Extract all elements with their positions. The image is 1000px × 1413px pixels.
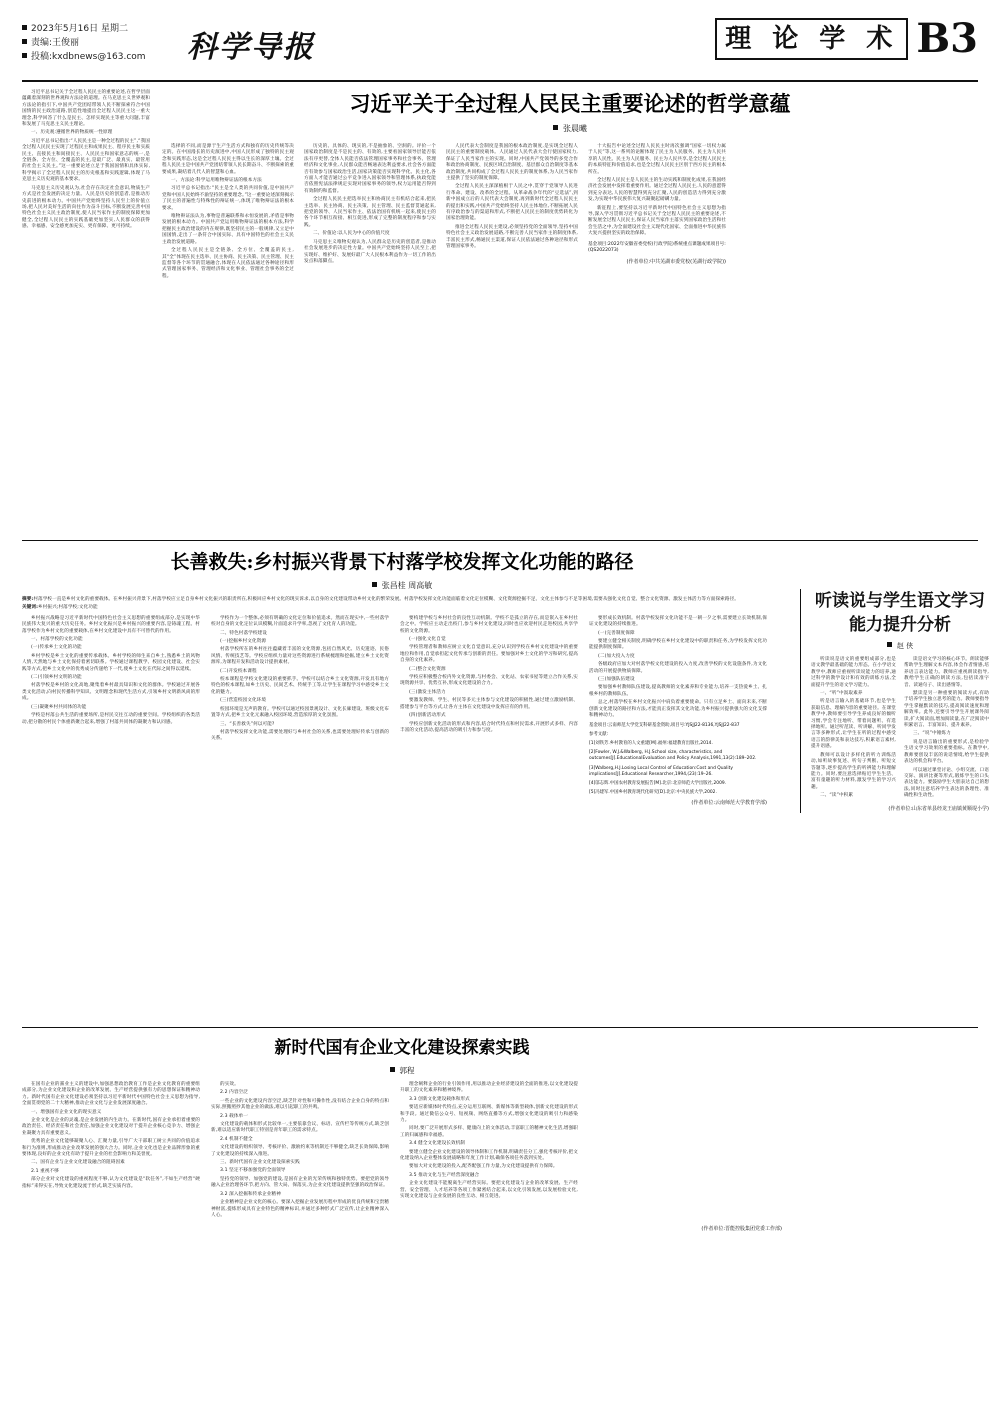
article3-byline [22, 1065, 782, 1076]
masthead-section [715, 15, 978, 62]
article1-fund-note: 基金项目:2022年安徽省委党校(行政学院)系统重点课题成果项目号:(QS2022073) [588, 241, 726, 254]
newspaper-logo [187, 22, 315, 66]
article1-title: 习近平关于全过程人民民主重要论述的哲学意蕴 [349, 91, 791, 116]
side-article-author: 赵 侠 [896, 642, 914, 650]
side-article-byline [811, 641, 989, 651]
article3-col-3: 理念阐释企业的行业引领作用,用以推动企业经济建设的全面的推进,以文化建设提升职工的文化素养和精神境界。 3.3 创新文化建设载体和形式 要适应新媒体时代特点,充分运用互联网、新媒体等新型载体,创新文化建设的形式和手段。通过微信公众号、短视频、网络直播等方式,增强文化建设的吸引力和感染力。 同时,要广泛开展形式多样、健康向上的文体活动,丰富职工的精神文化生活,增强职工的归属感和幸福感。 3.4 健全文化建设长效机制 要建立健全企业文化建设的领导体制和工作机制,明确责任分工,强化考核评价,把文化建设纳入企业整体发展战略和年度工作计划,确保各项任务落到实处。 要加大对文化建设的投入,配齐配强工作力量,为文化建设提供有力保障。 3.5 推动文化与生产经营深度融合 企业文化建设不能脱离生产经营实际。要把文化建设与企业的改革发展、生产经营、安全管理、人才培养等各项工作紧密结合起来,以文化引领发展,以发展检验文化,实现文化建设与企业发展的良性互动、相互促进。 [400, 1082, 578, 1200]
article2-col-3: 要构建学校与乡村社会的良性互动机制。学校不是孤立的存在,而是嵌入在乡村社会之中。学校应主动走出校门,参与乡村文化建设,同时也应欢迎村民走进校园,共享学校的文化资源。 (一)强化文化自觉 学校管理者和教师应树立文化自觉意识,充分认识到学校在乡村文化建设中的重要地位和作用,自觉承担起文化传承与创新的责任。要加强对乡土文化的学习和研究,提高自身的文化素养。 (二)整合文化资源 学校应积极整合校内外文化资源,与村委会、文化站、农家书屋等建立合作关系,实现资源共享、优势互补,形成文化建设的合力。 (三)激发主体活力 要激发教师、学生、村民等多元主体参与文化建设的积极性,通过建立激励机制、搭建参与平台等方式,让各方主体在文化建设中发挥应有的作用。 (四)创新活动形式 学校应创新文化活动的形式和内容,结合时代特点和村民需求,开展形式多样、内容丰富的文化活动,提高活动的吸引力和参与度。 [400, 615, 578, 733]
logo-text: 科学导报 [187, 30, 315, 65]
article-soe-culture [22, 1027, 978, 1232]
article1-col-3: 人民代表大会制度是我国的根本政治制度,是实现全过程人民民主的重要制度载体。人民通过人民代表大会行使国家权力,保证了人民当家作主的实现。同时,中国共产党领导的多党合作和政治协商制度、民族区域自治制度、基层群众自治制度等基本政治制度,共同构成了全过程人民民主的制度体系,为人民当家作主提供了坚实的制度保障。 全过程人民民主深深植根于人民之中,贯穿于党领导人民进行革命、建设、改革的全过程。从革命战争年代的“豆选法”,到新中国成立后的人民代表大会制度,再到新时代全过程人民民主的提出和实践,中国共产党始终坚持人民主体地位,不断拓展人民有序政治参与的渠道和形式,不断把人民民主的制度优势转化为国家治理效能。 推进全过程人民民主建设,必须坚持党的全面领导,坚持中国特色社会主义政治发展道路,不断完善人民当家作主的制度体系,丰富民主形式,畅通民主渠道,保证人民依法通过各种途径和形式管理国家事务。 [446, 144, 578, 250]
editor-line: 责编:王俊丽 [31, 38, 80, 48]
article1-signature: (作者单位:中共芜湖市委党校(芜湖行政学院)) [626, 258, 726, 265]
article1-col-1: 选择的不同,而是源于生产生活方式和独有的历史传统等决定的。在中国漫长的历史演进中,中国人民形成了独特的民主观念和实践形态,这是全过程人民民主得以生长的深厚土壤。全过程人民民主是中国共产党团结带领人民长期奋斗、不断探索的重要成果,凝结着几代人的智慧和心血。 一、方法论:科学运用唯物辩证法的根本方法 习近平总书记指出:“民主是全人类的共同价值,是中国共产党和中国人民始终不渝坚持的重要理念。”这一重要论述深刻揭示了民主的普遍性与特殊性的辩证统一,体现了唯物辩证法的根本要求。 唯物辩证法认为,事物是普遍联系和永恒发展的,矛盾是事物发展的根本动力。中国共产党运用唯物辩证法的根本方法,科学把握民主政治建设的内在规律,既坚持民主的一般规律,又立足中国国情,走出了一条符合中国实际、具有中国特色的社会主义民主政治发展道路。 全过程人民民主是全链条、全方位、全覆盖的民主,其“全”体现在民主选举、民主协商、民主决策、民主管理、民主监督等各个环节的贯通融合,体现在人民依法通过各种途径和形式管理国家事务、管理经济和文化事业、管理社会事务的全过程。 [162, 144, 294, 279]
article2-abstract-block [22, 597, 782, 612]
side-para-10: 可以通过课堂讨论、小组交流、口语交际、演讲比赛等形式,锻炼学生的口头表达能力。要鼓励学生大胆表达自己的想法,同时注意培养学生表达的条理性、准确性和生动性。 [904, 767, 989, 799]
article2-ref-3: [3]Walberg,H.J.Losing Local Control of Education:Cost and Quality implications[J].Educational Researcher,1994,(23):19–26. [589, 765, 733, 777]
side-para-5: 二、“读”中积累 [820, 793, 854, 799]
side-para-7: 默读是另一种重要的阅读方式,有助于培养学生独立思考的能力。教师要指导学生掌握默读的技巧,提高阅读速度和理解效率。此外,还要引导学生开展课外阅读,扩大阅读面,增加阅读量,在广泛阅读中积累语言、丰富知识、提升素养。 [904, 691, 989, 729]
side-article-title: 听读说与学生语文学习能力提升分析 [815, 591, 985, 635]
article-village-school [22, 540, 989, 1019]
side-para-1: 听读说是语文的重要组成部分,也是语文教学最基础的能力形态。在小学语文教学中,教师应重视听读说能力的培养,通过科学的教学设计和有效的训练方法,全面提升学生的语文学习能力。 [811, 657, 896, 688]
article1-author: 张晨曦 [563, 124, 587, 133]
article3-col-1: 在国有企业的黨业主义的建设中,加强思想政治教育工作是企业文化教育的重要组成部分,为企业文化建设和企业的改革发展、生产经营提供强有力的思想保证和精神动力。新时代国有企业文化建设必须坚持以习近平新时代中国特色社会主义思想为指导,全面贯彻党的二十大精神,推动企业文化与企业发展深度融合。 一、增强国有企业文化的现实意义 企业文化是企业的灵魂,是企业发展的内生动力。在新时代,国有企业承担着重要的政治责任、经济责任和社会责任,加强企业文化建设对于提升企业核心竞争力、增强企业凝聚力具有重要意义。 优秀的企业文化能够凝聚人心、汇聚力量,引导广大干部职工树立共同的价值追求和行为准则,形成推动企业改革发展的强大合力。同时,企业文化也是企业品牌形象的重要体现,良好的企业文化有助于提升企业的社会影响力和美誉度。 二、国有企业与企业文化建设融合的阻碍因素 2.1 重视不够 部分企业对文化建设的重视程度不够,认为文化建设是“软任务”,不如生产经营“硬指标”来得实在,导致文化建设流于形式,缺乏实质内容。 [22, 1082, 200, 1189]
article2-ref-1: [1]刘铁芳.乡村教育的人文重建[M].福州:福建教育出版社,2014. [589, 740, 713, 746]
article2-col-4-wrap [589, 616, 767, 808]
article3-author: 郭程 [399, 1066, 415, 1075]
article2-col-1: 乡村振兴战略是习近平新时代中国特色社会主义思想的重要组成部分,是实现中华民族伟大复兴的重大历史任务。乡村文化振兴是乡村振兴的重要内容,是铸魂工程。村落学校作为乡村文化的重要载体,在乡村文化建设中具有不可替代的作用。 一、村落学校的文化功能 (一)传承乡土文化的功能 乡村学校是乡土文化的重要传承载体。乡村学校的师生来自乡土,熟悉乡土的风物人情,天然地与乡土文化保持着密切联系。学校通过课程教学、校园文化建设、社会实践等方式,把乡土文化中的优秀成分传递给下一代,使乡土文化在代际之间得以延续。 (二)引领乡村文明的功能 村落学校是乡村的文化高地,聚集着乡村最具知识和文化的群体。学校通过开展各类文化活动,向村民传播科学知识、文明理念和现代生活方式,引领乡村文明新风尚的形成。 (三)凝聚乡村共同体的功能 学校是村落公共生活的重要场所,是村民交往互动的重要空间。学校组织的各类活动,把分散的村民个体重新聚合起来,增强了村落共同体的凝聚力和认同感。 [22, 615, 200, 725]
abstract-text: 村落学校一直是乡村文化的重要载体。在乡村振兴背景下,村落学校应立足自身乡村文化振兴的职责所在,积极回应乡村文化的现实诉求,以自身的文化建设带动乡村文化的繁荣发展。村落学校发挥文化功能面临着文化定位模糊、文化资源挖掘不足、文化主体参与不足等困境,需要从强化文化自觉、整合文化资源、激发主体活力等方面探索路径。 [33, 597, 739, 602]
article2-ref-2: [2]Fowler, W.J.&Walberg, H.J.School size, characteristics, and outcomes[J].EducationalEvaluation and Policy Analysis,1991,13(2):189–202. [589, 750, 757, 762]
article2-ref-4: [4]邬志辉.中国农村教育发展报告[M].北京:北京师范大学出版社,2009. [589, 780, 727, 786]
article2-refs-label: 参考文献: [589, 731, 609, 737]
masthead [22, 15, 978, 82]
article2-col-2: 学校作为一个整体,必须有明确的文化定位和价值追求。然而在现实中,一些村落学校对自身的文化定位认识模糊,片面追求升学率,忽视了文化育人的功能。 二、特色村落学校建设 (一)挖掘乡村文化资源 村落学校所在的乡村往往蕴藏着丰富的文化资源,包括自然风光、历史遗迹、民俗风情、传统技艺等。学校应组织力量对这些资源进行系统梳理和挖掘,建立乡土文化资源库,为课程开发和活动设计提供素材。 (二)开发校本课程 校本课程是学校文化建设的重要抓手。学校可以结合乡土文化资源,开发具有地方特色的校本课程,如乡土历史、民间艺术、传统手工等,让学生在课程学习中感受乡土文化的魅力。 (三)营造校园文化环境 校园环境是无声的教育。学校可以通过校园景观设计、文化长廊建设、班级文化布置等方式,把乡土文化元素融入校园环境,营造浓厚的文化氛围。 三、“长善救失”何以可能? 村落学校发挥文化功能,需要处理好与乡村社会的关系,也需要处理好传承与创新的关系。 [211, 615, 389, 742]
side-para-4: 教师可以设计多样化的听力训练活动,如听故事复述、听句子判断、听短文答题等,逐步提高学生的听辨能力和理解能力。同时,要注意选择贴近学生生活、富有童趣的听力材料,激发学生的学习兴趣。 [811, 752, 896, 790]
article2-signature: (作者单位:云南师范大学教育学部) [691, 800, 767, 807]
article2-fund-note: 基金项目:云南师范大学党支科研基金资助,项目号:YJSJJ22-8136,YJSJJ22-837 [589, 722, 740, 728]
article1-byline [162, 123, 978, 134]
side-para-8: 三、“说”中锤炼力 [913, 731, 951, 737]
article1-col-4-wrap [588, 144, 726, 282]
side-para-3: 听是语言输入的基础环节,也是学生获取信息、理解内容的重要途径。在课堂教学中,教师要引导学生养成良好的倾听习惯,学会专注地听、带着问题听、有选择地听。通过听范读、听讲解、听同学发言等多种形式,让学生在听的过程中感受语言的韵律美和表达技巧,积累语言素材,提升语感。 [811, 699, 896, 750]
article2-ref-5: [5]冯建军.中国乡村教育现代化研究[D].北京:中央民族大学,2002. [589, 790, 717, 796]
article3-signature: (作者单位:晋能控股集团党委工作部) [701, 1226, 782, 1233]
article-xijinping [22, 90, 978, 530]
article3-spacer [589, 1082, 767, 1221]
article3-title: 新时代国有企业文化建设探索实践 [274, 1038, 530, 1058]
side-para-2: 一、“听”中汲取素养 [820, 691, 863, 697]
abstract-label: 摘要: [22, 597, 34, 602]
side-para-9: 说是语言输出的重要形式,是检验学生语文学习效果的重要指标。在教学中,教师要创设丰富的说话情境,给学生提供表达的机会和平台。 [904, 739, 989, 765]
article1-col-2: 历史的、具体的、现实的,不是抽象的、空洞的。评价一个国家政治制度是不是民主的、有效的,主要看国家领导层能否依法有序更替,全体人民能否依法管理国家事务和社会事务、管理经济和文化事业,人民群众能否畅通表达利益要求,社会各方面能否有效参与国家政治生活,国家决策能否实现科学化、民主化,各方面人才能否通过公平竞争进入国家领导和管理体系,执政党能否依照宪法法律规定实现对国家事务的领导,权力运用能否得到有效制约和监督。 全过程人民民主把选举民主和协商民主有机结合起来,把民主选举、民主协商、民主决策、民主管理、民主监督贯通起来,把党的领导、人民当家作主、依法治国有机统一起来,使民主的各个环节相互衔接、相互促进,形成了完整的制度程序和参与实践。 二、价值论:以人民为中心的价值尺度 马克思主义唯物史观认为,人民群众是历史的创造者,是推动社会发展进步的决定性力量。中国共产党始终坚持人民至上,把实现好、维护好、发展好最广大人民根本利益作为一切工作的出发点和落脚点。 [304, 144, 436, 264]
masthead-meta [22, 22, 146, 64]
article1-intro-column: 习近平总书记关于全过程人民民主的重要论述,在哲学层面蕴藏着深刻的世界观和方法论的道理。在马克思主义世界观和方法论的指引下,中国共产党团结带领人民不断探索符合中国国情的民主政治道路,创造性地提出全过程人民民主这一重大理念,科学回答了什么是民主、怎样实现民主等重大问题,丰富和发展了马克思主义民主理论。 一、历史观:遵循世界的物质统一性原理 习近平总书记指出:“人民民主是一种全过程的民主”,“我国全过程人民民主实现了过程民主和成果民主、程序民主和实质民主、直接民主和间接民主、人民民主和国家意志的统一,是全链条、全方位、全覆盖的民主,是最广泛、最真实、最管用的社会主义民主。”这一重要论述立足于我国国情和具体实际,科学揭示了全过程人民民主的历史根基和实践逻辑,体现了马克思主义历史观的基本要求。 马克思主义历史观认为,社会存在决定社会意识,物质生产方式是社会发展的决定力量。人民是历史的创造者,是推动历史前进的根本动力。中国共产党始终坚持人民至上的价值立场,把人民对美好生活的向往作为奋斗目标,不断发展完善中国特色社会主义民主政治制度,使人民当家作主的制度保障更加健全,全过程人民民主的实践基础更加坚实,人民群众的获得感、幸福感、安全感更加充实、更有保障、更可持续。 [22, 90, 150, 230]
article-listening-reading [800, 589, 989, 813]
article3-col-2: 的实效。 2.2 内容空泛 一些企业的文化建设内容空泛,缺乏针对性和可操作性,没有结合企业自身的特点和实际,照搬照抄其他企业的做法,难以引起职工的共鸣。 2.3 载体单一 文化建设的载体和形式比较单一,主要依靠会议、标语、宣传栏等传统方式,缺乏创新,难以适应新时代职工特别是青年职工的需求特点。 2.4 机制不健全 文化建设的组织领导、考核评价、激励约束等机制还不够健全,缺乏长效保障,影响了文化建设的持续深入推进。 三、新时代国有企业文化建设探索实践 3.1 坚定不移加强党的全面领导 坚持党的领导、加强党的建设,是国有企业的光荣传统和独特优势。要把党的领导融入企业治理各环节,把方向、管大局、保落实,为企业文化建设提供坚强的政治保证。 3.2 深入挖掘和传承企业精神 企业精神是企业文化的核心。要深入挖掘企业发展历程中形成的优良传统和宝贵精神财富,提炼形成具有企业特色的精神标识,并通过多种形式广泛宣传,让企业精神深入人心。 [211, 1082, 389, 1218]
article2-authors: 张昌桂 周高敏 [381, 581, 433, 590]
article2-col-4: 要形成长效机制。村落学校发挥文化功能不是一朝一夕之事,需要建立长效机制,保证文化建设的持续推进。 (一)完善制度保障 要建立健全相关制度,明确学校在乡村文化建设中的职责和任务,为学校发挥文化功能提供制度保障。 (二)加大投入力度 各级政府应加大对村落学校文化建设的投入力度,改善学校的文化设施条件,为文化活动的开展提供物质保障。 (三)加强队伍建设 要加强乡村教师队伍建设,提高教师的文化素养和专业能力,培养一支热爱乡土、扎根乡村的教师队伍。 总之,村落学校在乡村文化振兴中肩负着重要使命。只有立足乡土、面向未来,不断创新文化建设的路径和方法,才能真正发挥其文化功能,为乡村振兴提供强大的文化支撑和精神动力。 [589, 615, 767, 719]
keywords-label: 关键词: [22, 605, 39, 611]
article2-byline [22, 580, 782, 591]
side-article-body [811, 657, 989, 802]
side-article-signature: (作者单位:山东省单县经龙王庙镇黄顺堤小学) [888, 805, 989, 812]
email-line: 投稿:kxdbnews@163.com [31, 52, 146, 62]
keywords-text: 乡村振兴;村落学校;文化功能 [38, 605, 98, 611]
article2-title: 长善救失:乡村振兴背景下村落学校发挥文化功能的路径 [170, 551, 634, 573]
side-para-6: 读是语文学习的核心环节。朗读能够帮助学生理解文本内容,体会作者情感,培养语言表达能力。教师应重视朗读指导,教给学生正确的朗读方法,包括读准字音、读通句子、读出感情等。 [904, 657, 989, 688]
date-line: 2023年5月16日 星期二 [31, 24, 128, 34]
article1-col-4: 十大报告中论述全过程人民民主时再次强调“国家一切权力属于人民”等,这一系列的论断体现了民主为人民服务、民主为人民共享的人民性。民主为人民服务、民主为人民共享,是全过程人民民主的本质特征和价值追求,也是全过程人民民主区别于西方民主的根本所在。 全过程人民民主是人民民主的生动实践和制度化成果,在我国经济社会发展中发挥着重要作用。通过全过程人民民主,人民的意愿得到充分表达,人民的智慧得到充分汇聚,人民的创造活力得到充分激发,为实现中华民族伟大复兴凝聚起磅礴力量。 新征程上,要坚持以习近平新时代中国特色社会主义思想为指导,深入学习贯彻习近平总书记关于全过程人民民主的重要论述,不断发展全过程人民民主,保证人民当家作主落实到国家政治生活和社会生活之中,为全面建设社会主义现代化国家、全面推进中华民族伟大复兴提供坚实的政治保障。 [588, 144, 726, 237]
page-number: B3 [916, 15, 978, 62]
section-badge: 理 论 学 术 [715, 18, 908, 60]
